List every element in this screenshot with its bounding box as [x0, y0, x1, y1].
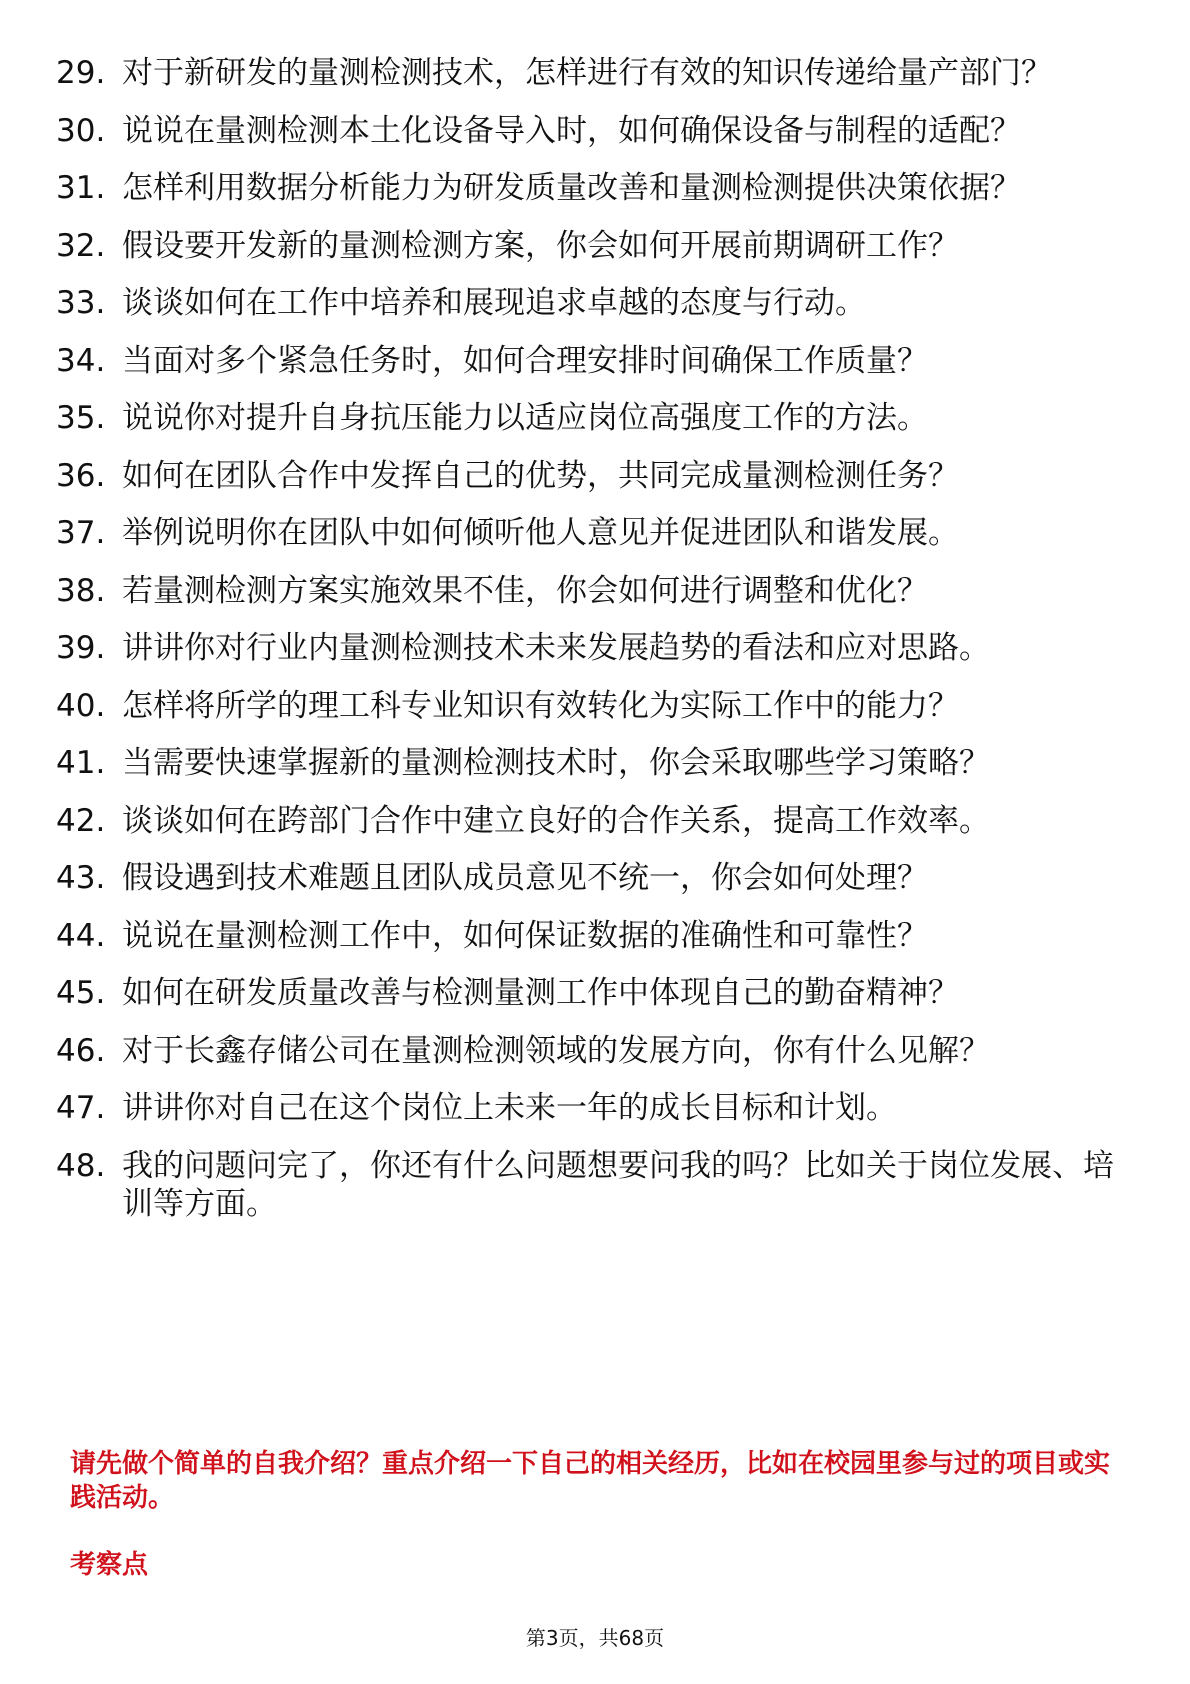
question-text: 谈谈如何在工作中培养和展现追求卓越的态度与行动。	[122, 285, 866, 321]
question-number: 48.	[56, 1147, 106, 1184]
question-number: 40.	[56, 687, 106, 724]
list-item	[56, 112, 1126, 150]
question-text: 说说你对提升自身抗压能力以适应岗位高强度工作的方法。	[122, 400, 928, 436]
question-text: 如何在团队合作中发挥自己的优势，共同完成量测检测任务？	[122, 457, 959, 494]
question-text: 假设遇到技术难题且团队成员意见不统一，你会如何处理？	[122, 860, 928, 896]
question-number: 36.	[56, 457, 106, 494]
question-text: 讲讲你对行业内量测检测技术未来发展趋势的看法和应对思路。	[122, 630, 990, 666]
list-item	[56, 802, 1126, 840]
question-number: 32.	[56, 227, 106, 264]
page-number-footer: 第3页，共68页	[525, 1626, 665, 1650]
list-item	[56, 1032, 1126, 1070]
question-number: 31.	[56, 170, 106, 206]
list-item	[56, 457, 1126, 495]
question-text: 我的问题问完了，你还有什么问题想要问我的吗？比如关于岗位发展、培训等方面。	[122, 1147, 1114, 1222]
question-text: 当面对多个紧急任务时，如何合理安排时间确保工作质量？	[122, 342, 928, 379]
question-number: 39.	[56, 630, 106, 666]
question-number: 38.	[56, 572, 106, 609]
question-number: 37.	[56, 515, 106, 551]
list-item	[56, 917, 1126, 955]
list-item	[56, 1147, 1126, 1223]
list-item	[56, 399, 1126, 437]
question-text: 当需要快速掌握新的量测检测技术时，你会采取哪些学习策略？	[122, 745, 990, 781]
question-text: 怎样利用数据分析能力为研发质量改善和量测检测提供决策依据？	[122, 170, 1021, 206]
highlight-question: 请先做个简单的自我介绍？重点介绍一下自己的相关经历，比如在校园里参与过的项目或实践活动。	[70, 1449, 1111, 1513]
list-item	[56, 54, 1126, 92]
list-item	[56, 629, 1126, 667]
section-heading: 考察点	[70, 1550, 149, 1580]
list-item	[56, 974, 1126, 1012]
question-number: 43.	[56, 860, 106, 896]
question-number: 42.	[56, 802, 106, 839]
question-number: 29.	[56, 55, 106, 91]
list-item	[56, 227, 1126, 265]
question-number: 46.	[56, 1032, 106, 1069]
list-item	[56, 1089, 1126, 1127]
question-number: 34.	[56, 342, 106, 379]
question-text: 说说在量测检测工作中，如何保证数据的准确性和可靠性？	[122, 917, 928, 954]
question-number: 33.	[56, 285, 106, 321]
question-text: 如何在研发质量改善与检测量测工作中体现自己的勤奋精神？	[122, 975, 959, 1011]
question-number: 35.	[56, 400, 106, 436]
question-list	[56, 54, 1126, 1242]
question-text: 怎样将所学的理工科专业知识有效转化为实际工作中的能力？	[122, 687, 959, 724]
list-item	[56, 169, 1126, 207]
question-text: 对于新研发的量测检测技术，怎样进行有效的知识传递给量产部门？	[122, 55, 1052, 91]
question-text: 对于长鑫存储公司在量测检测领域的发展方向，你有什么见解？	[122, 1032, 990, 1069]
list-item	[56, 284, 1126, 322]
question-text: 假设要开发新的量测检测方案，你会如何开展前期调研工作？	[122, 227, 959, 264]
question-number: 45.	[56, 975, 106, 1011]
question-number: 44.	[56, 917, 106, 954]
question-text: 若量测检测方案实施效果不佳，你会如何进行调整和优化？	[122, 572, 928, 609]
question-number: 41.	[56, 745, 106, 781]
list-item	[56, 687, 1126, 725]
question-text: 说说在量测检测本土化设备导入时，如何确保设备与制程的适配？	[122, 112, 1021, 149]
question-text: 举例说明你在团队中如何倾听他人意见并促进团队和谐发展。	[122, 515, 959, 551]
list-item	[56, 514, 1126, 552]
question-number: 47.	[56, 1090, 106, 1126]
question-number: 30.	[56, 112, 106, 149]
question-text: 谈谈如何在跨部门合作中建立良好的合作关系，提高工作效率。	[122, 802, 990, 839]
list-item	[56, 342, 1126, 380]
list-item	[56, 744, 1126, 782]
question-text: 讲讲你对自己在这个岗位上未来一年的成长目标和计划。	[122, 1090, 897, 1126]
list-item	[56, 859, 1126, 897]
list-item	[56, 572, 1126, 610]
